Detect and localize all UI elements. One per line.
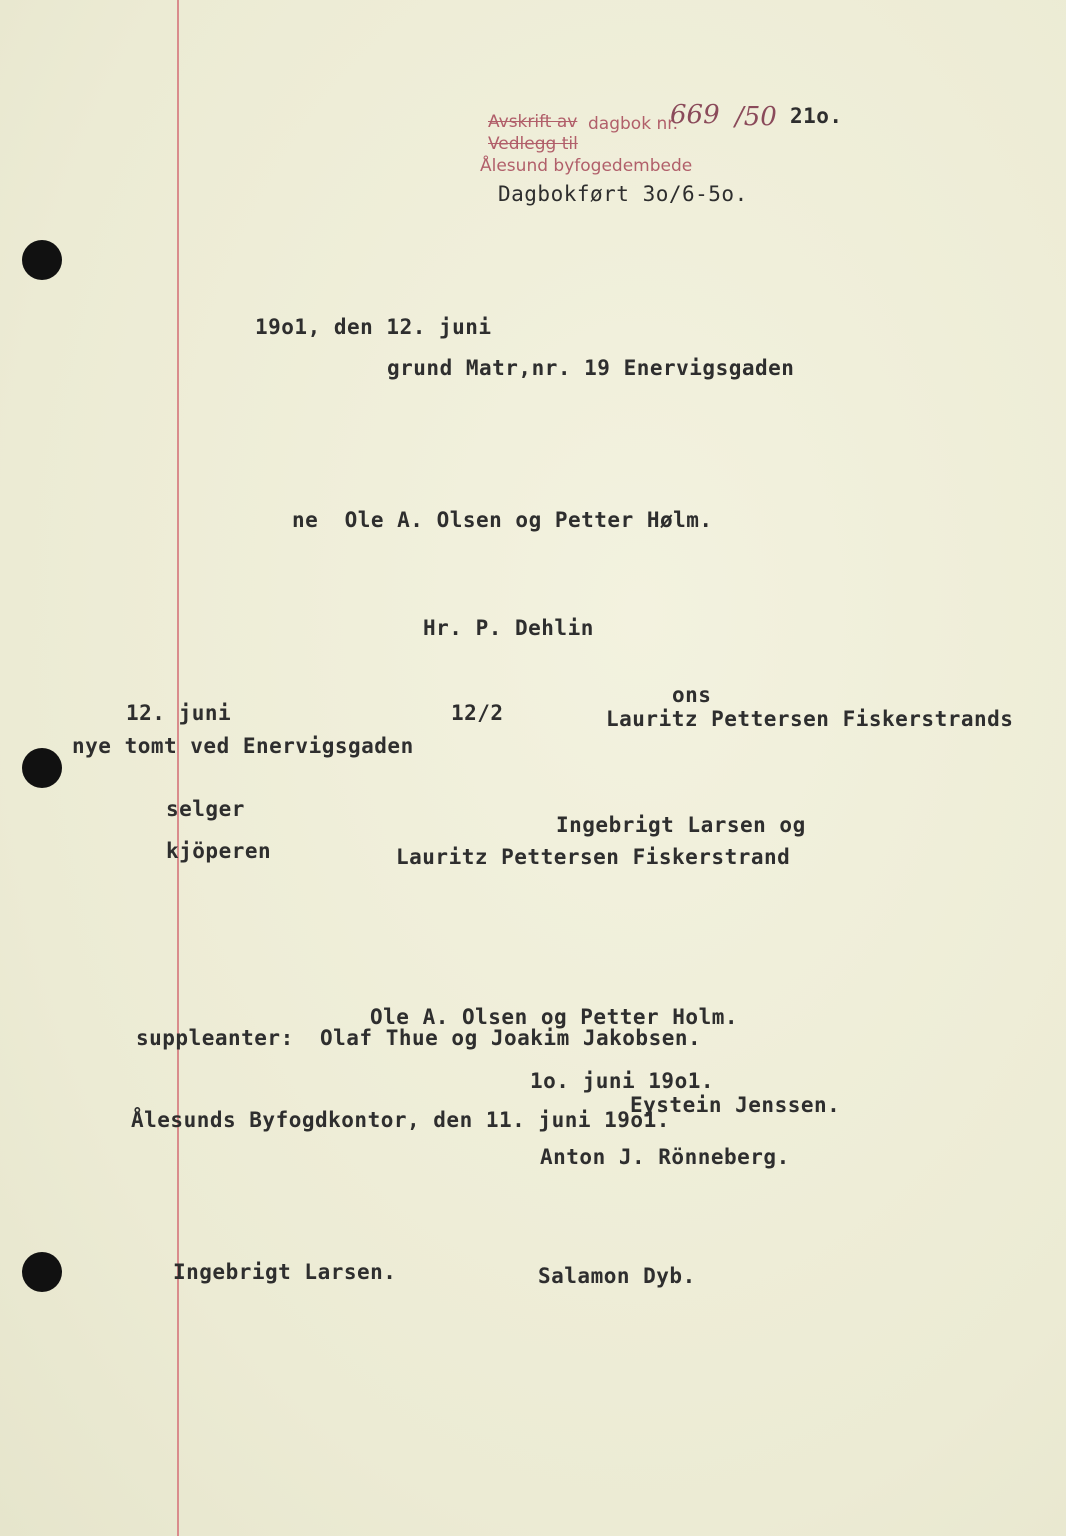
stamp-struck-avskrift: Avskrift av xyxy=(488,112,578,132)
row-ons: ons xyxy=(672,683,712,707)
stamp-dagbok-year: /50 xyxy=(735,102,777,132)
row-number: 12/2 xyxy=(451,701,504,725)
punch-hole xyxy=(22,1252,62,1292)
seller-label: selger xyxy=(166,797,245,821)
buyer-name: Lauritz Pettersen Fiskerstrand xyxy=(396,845,791,869)
punch-hole xyxy=(22,748,62,788)
signer-jenssen: Eystein Jenssen. xyxy=(630,1093,841,1117)
addressee: Hr. P. Dehlin xyxy=(423,616,594,640)
signature-dyb: Salamon Dyb. xyxy=(538,1264,696,1288)
signer-ronneberg: Anton J. Rönneberg. xyxy=(540,1145,790,1169)
margin-rule xyxy=(177,0,179,1536)
page-number: 21o. xyxy=(790,104,843,128)
date-line: 19o1, den 12. juni xyxy=(255,315,492,339)
buyer-label: kjöperen xyxy=(166,839,272,863)
punch-hole xyxy=(22,240,62,280)
signature-larsen: Ingebrigt Larsen. xyxy=(173,1260,397,1284)
seller-name: Ingebrigt Larsen og xyxy=(556,813,806,837)
stamp-office: Ålesund byfogedembede xyxy=(480,156,693,176)
office-line: Ålesunds Byfogdkontor, den 11. juni 19o1. xyxy=(131,1108,670,1132)
substitutes-line: suppleanter: Olaf Thue og Joakim Jakobsen. xyxy=(136,1026,702,1050)
property-line: grund Matr,nr. 19 Enervigsgaden xyxy=(387,356,795,380)
stamp-dagbok-label: dagbok nr. xyxy=(588,114,679,134)
stamp-struck-vedlegg: Vedlegg til xyxy=(488,134,578,154)
stamp-dagbok-number: 669 xyxy=(670,100,720,130)
row-party: Lauritz Pettersen Fiskerstrands xyxy=(606,707,1014,731)
witnesses-line: Ole A. Olsen og Petter Holm. xyxy=(370,1005,739,1029)
row-date: 12. juni xyxy=(126,701,232,725)
names-line: ne Ole A. Olsen og Petter Hølm. xyxy=(292,508,713,532)
sign-date: 1o. juni 19o1. xyxy=(530,1069,715,1093)
lot-line: nye tomt ved Enervigsgaden xyxy=(72,734,414,758)
journal-entry: Dagbokført 3o/6-5o. xyxy=(498,182,748,206)
